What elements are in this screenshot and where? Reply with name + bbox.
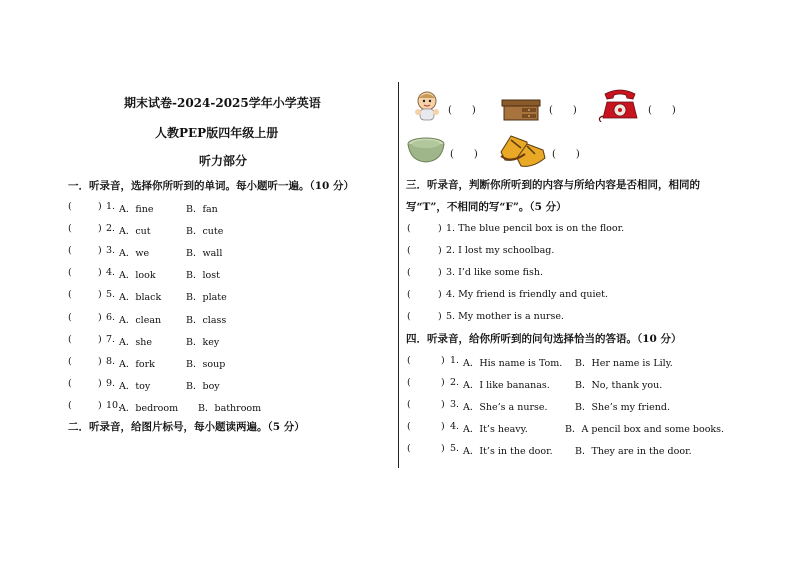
shoes-icon xyxy=(497,128,549,168)
section3-heading-line2: 写“T”，不相同的写“F”。（5 分） xyxy=(406,201,567,213)
question-number: 3. xyxy=(450,399,460,410)
option-a: A．It’s heavy. xyxy=(463,424,528,435)
option-b: B．lost xyxy=(186,270,220,282)
question-number: 3. xyxy=(106,245,116,257)
option-a: A．His name is Tom. xyxy=(463,358,563,369)
answer-open-paren[interactable]: ( xyxy=(68,377,72,389)
option-b: B．boy xyxy=(186,380,220,392)
question-number: 5. xyxy=(450,443,460,454)
question-number: 9. xyxy=(106,377,116,389)
baby-icon xyxy=(412,90,442,122)
answer-open-paren[interactable]: ( xyxy=(407,355,411,366)
option-a: A．I like bananas. xyxy=(463,380,550,391)
answer-close-paren[interactable]: ) xyxy=(98,289,102,301)
answer-open-paren[interactable]: ( xyxy=(68,399,72,411)
answer-open-paren[interactable]: ( xyxy=(407,443,411,454)
question-number: 1. xyxy=(106,201,116,212)
answer-close-paren[interactable]: ) xyxy=(438,245,442,256)
question-number: 2. xyxy=(450,377,460,388)
section1-heading: 一．听录音，选择你所听到的单词。每小题听一遍。（10 分） xyxy=(68,180,355,192)
answer-open-paren[interactable]: ( xyxy=(68,267,72,279)
option-a: A．She’s a nurse. xyxy=(463,402,548,413)
statement-text: 2. I lost my schoolbag. xyxy=(446,245,555,256)
exam-subtitle: 人教PEP版四年级上册 xyxy=(155,126,279,140)
answer-close-paren[interactable]: ) xyxy=(438,289,442,300)
answer-close-paren[interactable]: ) xyxy=(98,201,102,212)
answer-open-paren[interactable]: ( xyxy=(407,311,411,322)
question-number: 5. xyxy=(106,289,116,301)
option-a: A．fine xyxy=(119,204,154,215)
answer-open-paren[interactable]: ( xyxy=(407,223,411,234)
answer-close-paren[interactable]: ) xyxy=(441,377,445,388)
statement-text: 3. I’d like some fish. xyxy=(446,267,544,278)
answer-close-paren[interactable]: ) xyxy=(441,443,445,454)
picture-blank-5[interactable]: ( ) xyxy=(552,149,580,160)
picture-blank-2[interactable]: ( ) xyxy=(549,105,577,116)
answer-open-paren[interactable]: ( xyxy=(68,311,72,323)
answer-open-paren[interactable]: ( xyxy=(407,267,411,278)
option-a: A．It’s in the door. xyxy=(463,446,553,457)
option-b: B．fan xyxy=(186,204,218,215)
answer-open-paren[interactable]: ( xyxy=(68,223,72,235)
listening-part-title: 听力部分 xyxy=(199,154,248,168)
statement-text: 4. My friend is friendly and quiet. xyxy=(446,289,608,300)
answer-open-paren[interactable]: ( xyxy=(407,289,411,300)
answer-open-paren[interactable]: ( xyxy=(68,333,72,345)
bowl-icon xyxy=(406,135,446,165)
option-b: B．soup xyxy=(186,358,226,370)
answer-close-paren[interactable]: ) xyxy=(441,399,445,410)
option-a: A．clean xyxy=(119,314,162,326)
option-a: A．she xyxy=(119,336,152,348)
telephone-icon xyxy=(597,88,643,122)
option-a: A．we xyxy=(119,248,150,260)
picture-blank-3[interactable]: ( ) xyxy=(648,105,676,116)
answer-close-paren[interactable]: ) xyxy=(98,333,102,345)
answer-close-paren[interactable]: ) xyxy=(438,267,442,278)
answer-close-paren[interactable]: ) xyxy=(98,267,102,279)
answer-open-paren[interactable]: ( xyxy=(407,421,411,432)
section2-heading: 二．听录音，给图片标号，每小题读两遍。（5 分） xyxy=(68,421,305,433)
question-number: 10. xyxy=(106,399,122,411)
option-b: B．No, thank you. xyxy=(575,380,663,391)
answer-close-paren[interactable]: ) xyxy=(98,311,102,323)
question-number: 6. xyxy=(106,311,116,323)
option-b: B．A pencil box and some books. xyxy=(565,424,725,435)
answer-close-paren[interactable]: ) xyxy=(98,377,102,389)
question-number: 1. xyxy=(450,355,460,366)
question-number: 4. xyxy=(450,421,460,432)
answer-close-paren[interactable]: ) xyxy=(98,355,102,367)
exam-title: 期末试卷-2024-2025学年小学英语 xyxy=(124,96,321,110)
option-b: B．wall xyxy=(186,248,223,260)
option-b: B．She’s my friend. xyxy=(575,402,670,413)
option-a: A．black xyxy=(119,292,162,304)
statement-text: 5. My mother is a nurse. xyxy=(446,311,564,322)
option-b: B．Her name is Lily. xyxy=(575,358,673,369)
question-number: 7. xyxy=(106,333,116,345)
answer-open-paren[interactable]: ( xyxy=(68,245,72,257)
option-b: B．They are in the door. xyxy=(575,446,692,457)
statement-text: 1. The blue pencil box is on the floor. xyxy=(446,223,625,234)
option-a: A．look xyxy=(119,270,156,282)
section4-heading: 四．听录音，给你所听到的问句选择恰当的答语。（10 分） xyxy=(406,333,682,345)
option-b: B．cute xyxy=(186,226,224,238)
answer-close-paren[interactable]: ) xyxy=(441,355,445,366)
answer-open-paren[interactable]: ( xyxy=(68,355,72,367)
option-a: A．bedroom xyxy=(119,402,179,414)
answer-close-paren[interactable]: ) xyxy=(98,223,102,235)
answer-close-paren[interactable]: ) xyxy=(441,421,445,432)
section3-heading-line1: 三．听录音，判断你所听到的内容与所给内容是否相同，相同的 xyxy=(406,179,700,191)
option-b: B．class xyxy=(186,314,227,326)
answer-close-paren[interactable]: ) xyxy=(98,245,102,257)
picture-blank-1[interactable]: ( ) xyxy=(448,105,476,116)
question-number: 4. xyxy=(106,267,116,279)
question-number: 8. xyxy=(106,355,116,367)
option-a: A．fork xyxy=(119,358,155,370)
option-a: A．cut xyxy=(119,226,151,238)
picture-blank-4[interactable]: ( ) xyxy=(450,149,478,160)
answer-open-paren[interactable]: ( xyxy=(407,377,411,388)
answer-open-paren[interactable]: ( xyxy=(68,201,72,212)
answer-close-paren[interactable]: ) xyxy=(438,311,442,322)
option-b: B．key xyxy=(186,336,220,348)
answer-open-paren[interactable]: ( xyxy=(407,245,411,256)
option-b: B．bathroom xyxy=(198,402,262,414)
answer-close-paren[interactable]: ) xyxy=(438,223,442,234)
desk-icon xyxy=(500,94,542,122)
question-number: 2. xyxy=(106,223,116,235)
option-b: B．plate xyxy=(186,292,227,304)
column-divider xyxy=(398,88,399,468)
answer-open-paren[interactable]: ( xyxy=(407,399,411,410)
answer-close-paren[interactable]: ) xyxy=(98,399,102,411)
answer-open-paren[interactable]: ( xyxy=(68,289,72,301)
option-a: A．toy xyxy=(119,380,151,392)
